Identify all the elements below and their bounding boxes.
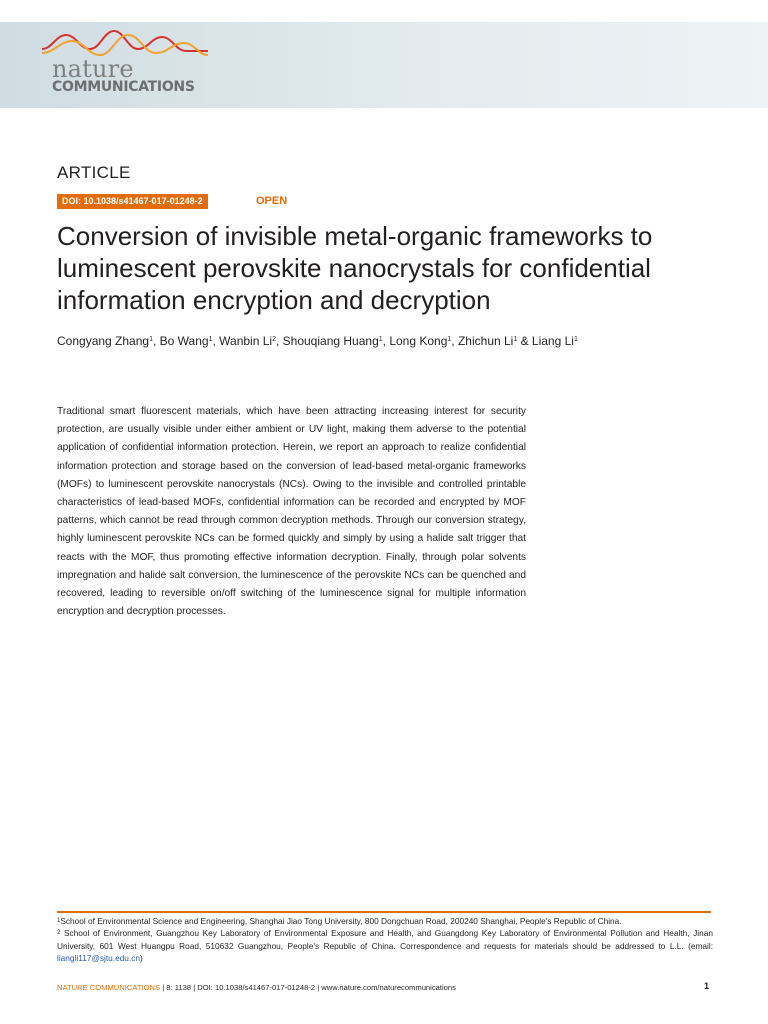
author-name: Long Kong [389, 334, 448, 348]
abstract: Traditional smart fluorescent materials, which have been attracting increasing interest for security protection, are usually visible under either ambient or UV light, making them adverse to the potential application of confidential information protection. Herein, we report an approach to realize confidential information protection and storage based on the conversion of lead-based metal-organic frameworks (MOFs) to luminescent perovskite nanocrystals (NCs). Owing to the invisible and controlled printable characteristics of lead-based MOFs, confidential information can be recorded and encrypted by MOF patterns, which cannot be read through common decryption methods. Through our conversion strategy, highly luminescent perovskite NCs can be formed quickly and simply by using a halide salt trigger that reacts with the MOF, thus promoting effective information decryption. Finally, through polar solvents impregnation and halide salt conversion, the luminescence of the perovskite NCs can be quenched and recovered, leading to reversible on/off switching of the luminescence signal for multiple information encryption and decryption processes. [57, 406, 526, 618]
page-number: 1 [704, 981, 710, 991]
author-list [57, 333, 737, 349]
affiliation-2 [57, 927, 713, 964]
affiliation-number: 1 [57, 918, 61, 924]
footer-doi: | DOI: 10.1038/s41467-017-01248-2 [193, 983, 316, 992]
author-name: Congyang Zhang [57, 334, 150, 348]
logo-communications-word: COMMUNICATIONS [52, 79, 195, 95]
correspondence-email-link[interactable]: liangli117@sjtu.edu.cn [57, 953, 140, 964]
author-affiliation-number: 1 [573, 336, 578, 343]
author-affiliation-number: 1 [447, 336, 452, 343]
affiliation-text: School of Environmental Science and Engineering, Shanghai Jiao Tong University, 800 Dongchuan Road, 200240 Shanghai, People's Republic of China. [60, 916, 622, 926]
author-affiliation-number: 2 [272, 336, 276, 343]
footer-url[interactable]: | www.nature.com/naturecommunications [317, 983, 456, 992]
affiliations [57, 915, 713, 965]
author-separator: , [212, 334, 220, 348]
affiliation-close: ) [140, 953, 143, 964]
author-separator: , [152, 334, 160, 348]
author-separator: & [517, 334, 532, 348]
footer-journal-name: NATURE COMMUNICATIONS [57, 983, 161, 992]
affiliation-number: 2 [57, 930, 61, 937]
footer-volume: | 8: 1138 [162, 983, 192, 992]
journal-header [0, 22, 768, 108]
author-affiliation-number: 1 [208, 336, 213, 343]
author-affiliation-number: 1 [378, 336, 383, 343]
author-affiliation-number: 1 [149, 336, 153, 343]
author-affiliation-number: 1 [513, 336, 518, 343]
author-name: Wanbin Li [219, 334, 273, 348]
affiliation-text: School of Environment, Guangzhou Key Laboratory of Environmental Exposure and Health, and Guangdong Key Laboratory of Environmental Pollution and Health, Jinan University, 601 West Huangpu Road, 510632 Guangzhou, People's Republic of China. Correspondence and requests for materials should be addressed to L.L. (email: [57, 928, 713, 951]
author-separator: , [382, 334, 390, 348]
article-title: Conversion of invisible metal-organic frameworks to luminescent perovskite nanocrystals for confidential information encryption and decryption [57, 221, 653, 315]
author-name: Bo Wang [159, 334, 209, 348]
author-separator: , [275, 334, 283, 348]
affiliation-1 [57, 915, 713, 927]
logo-nature-word: nature [52, 55, 134, 83]
author-separator: , [451, 334, 458, 348]
article-type-label: ARTICLE [57, 163, 131, 182]
page-footer [57, 982, 713, 994]
author-name: Shouqiang Huang [282, 334, 379, 348]
author-name: Liang Li [531, 334, 574, 348]
affiliation-divider [57, 911, 711, 913]
doi-badge[interactable]: DOI: 10.1038/s41467-017-01248-2 [57, 194, 208, 209]
author-name: Zhichun Li [457, 334, 514, 348]
open-access-label: OPEN [256, 195, 288, 207]
